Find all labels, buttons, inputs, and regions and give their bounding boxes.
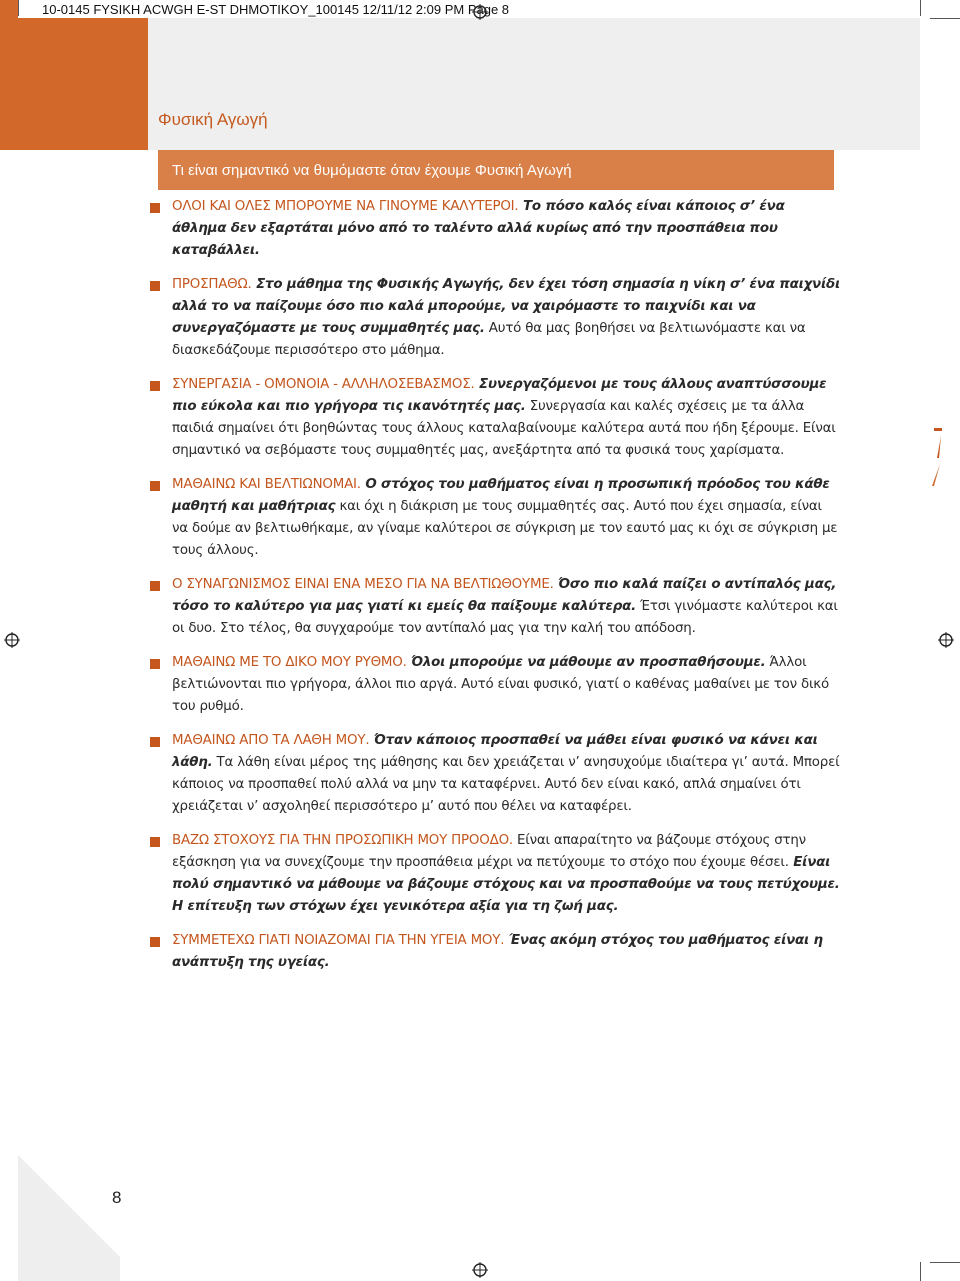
- item-heading: ΜΑΘΑΙΝΩ ΜΕ ΤΟ ΔΙΚΟ ΜΟΥ ΡΥΘΜΟ.: [172, 655, 407, 670]
- crop-mark: [920, 0, 921, 16]
- square-bullet-icon: [150, 281, 160, 291]
- crop-mark: [18, 0, 19, 16]
- list-item: [150, 830, 840, 918]
- item-emphasis: Συνεργαζόμενοι με τους άλλους αναπτύσσουμε πιο εύκολα και πιο γρήγορα τις ικανότητές μας.: [172, 377, 827, 414]
- corner-decoration: [18, 1155, 120, 1257]
- square-bullet-icon: [150, 481, 160, 491]
- subject-title: Φυσική Αγωγή: [158, 110, 268, 129]
- item-heading: ΒΑΖΩ ΣΤΟΧΟΥΣ ΓΙΑ ΤΗΝ ΠΡΟΣΩΠΙΚΗ ΜΟΥ ΠΡΟΟΔΟ.: [172, 833, 513, 848]
- item-heading: ΠΡΟΣΠΑΘΩ.: [172, 277, 252, 292]
- crop-mark: [930, 18, 960, 19]
- list-item: [150, 474, 840, 562]
- item-emphasis: Όταν κάποιος προσπαθεί να μάθει είναι φυσικό να κάνει και λάθη.: [172, 733, 818, 770]
- item-text: Είναι απαραίτητο να βάζουμε στόχους στην εξάσκηση για να συνεχίζουμε την προσπάθεια μέχρι να πετύχουμε το στόχο που έχουμε θέσει.: [172, 833, 806, 870]
- page-number: 8: [112, 1188, 122, 1207]
- corner-decoration: [18, 1257, 120, 1281]
- item-text: Άλλοι βελτιώνονται πιο γρήγορα, άλλοι πιο αργά. Αυτό είναι φυσικό, γιατί ο καθένας μαθαίνει με τον δικό του ρυθμό.: [172, 655, 829, 714]
- side-decoration: [928, 428, 942, 488]
- square-bullet-icon: [150, 381, 160, 391]
- item-emphasis: Όσο πιο καλά παίζει ο αντίπαλός μας, τόσο το καλύτερο για μας γιατί κι εμείς θα παίξουμε καλύτερα.: [172, 577, 837, 614]
- item-text: Έτσι γινόμαστε καλύτεροι και οι δυο. Στο τέλος, θα συγχαρούμε τον αντίπαλό μας για την καλή του απόδοση.: [172, 599, 838, 636]
- item-emphasis: Το πόσο καλός είναι κάποιος σ’ ένα άθλημα δεν εξαρτάται μόνο από το ταλέντο αλλά κυρίως από την προσπάθεια που καταβάλλει.: [172, 199, 785, 258]
- bullet-list: [150, 196, 840, 986]
- list-item: [150, 930, 840, 974]
- list-item: [150, 274, 840, 362]
- crop-mark: [930, 1262, 960, 1263]
- registration-mark-icon: [938, 632, 954, 648]
- crop-mark: [920, 1262, 921, 1281]
- registration-mark-icon: [4, 632, 20, 648]
- list-item: [150, 374, 840, 462]
- item-emphasis: Ο στόχος του μαθήματος είναι η προσωπική πρόοδος του κάθε μαθητή και μαθήτριας: [172, 477, 830, 514]
- item-heading: ΜΑΘΑΙΝΩ ΚΑΙ ΒΕΛΤΙΩΝΟΜΑΙ.: [172, 477, 361, 492]
- section-title: Τι είναι σημαντικό να θυμόμαστε όταν έχουμε Φυσική Αγωγή: [172, 162, 572, 179]
- item-emphasis: Στο μάθημα της Φυσικής Αγωγής, δεν έχει τόση σημασία η νίκη σ’ ένα παιχνίδι αλλά το να παίζουμε όσο πιο καλά μπορούμε, να χαιρόμαστε το παιχνίδι και να συνεργαζόμαστε με τους συμμαθητές μας.: [172, 277, 840, 336]
- item-text: Συνεργασία και καλές σχέσεις με τα άλλα παιδιά σημαίνει ότι βοηθώντας τους άλλους καταλαβαίνουμε καλύτερα αυτά που ήδη ξέρουμε. Είναι σημαντικό να σεβόμαστε τους συμμαθητές μας, ανεξάρτητα από τα φυσικά τους χαρίσματα.: [172, 399, 836, 458]
- list-item: [150, 196, 840, 262]
- header-grey-panel: [148, 18, 920, 150]
- square-bullet-icon: [150, 937, 160, 947]
- item-emphasis: Ένας ακόμη στόχος του μαθήματος είναι η ανάπτυξη της υγείας.: [172, 933, 823, 970]
- item-heading: ΟΛΟΙ ΚΑΙ ΟΛΕΣ ΜΠΟΡΟΥΜΕ ΝΑ ΓΙΝΟΥΜΕ ΚΑΛΥΤΕΡΟΙ.: [172, 199, 519, 214]
- item-emphasis: Όλοι μπορούμε να μάθουμε αν προσπαθήσουμε.: [406, 655, 766, 670]
- item-text: Τα λάθη είναι μέρος της μάθησης και δεν χρειάζεται ν’ ανησυχούμε ιδιαίτερα γι’ αυτά. Μπορεί κάποιος να προσπαθεί πολύ αλλά να μην τα καταφέρνει. Αυτό δεν είναι κακό, απλά σημαίνει ότι χρειάζεται ν’ ασχοληθεί περισσότερο μ’ αυτό που θέλει να καταφέρει.: [172, 755, 840, 814]
- square-bullet-icon: [150, 203, 160, 213]
- item-heading: ΣΥΝΕΡΓΑΣΙΑ - ΟΜΟΝΟΙΑ - ΑΛΛΗΛΟΣΕΒΑΣΜΟΣ.: [172, 377, 475, 392]
- item-heading: ΜΑΘΑΙΝΩ ΑΠΟ ΤΑ ΛΑΘΗ ΜΟΥ.: [172, 733, 370, 748]
- registration-mark-icon: [472, 4, 488, 20]
- section-header-bar: [158, 150, 834, 190]
- square-bullet-icon: [150, 837, 160, 847]
- item-text: Αυτό θα μας βοηθήσει να βελτιωνόμαστε και να διασκεδάζουμε περισσότερο στο μάθημα.: [172, 321, 806, 358]
- item-heading: Ο ΣΥΝΑΓΩΝΙΣΜΟΣ ΕΙΝΑΙ ΕΝΑ ΜΕΣΟ ΓΙΑ ΝΑ ΒΕΛΤΙΩΘΟΥΜΕ.: [172, 577, 554, 592]
- item-heading: ΣΥΜΜΕΤΕΧΩ ΓΙΑΤΙ ΝΟΙΑΖΟΜΑΙ ΓΙΑ ΤΗΝ ΥΓΕΙΑ ΜΟΥ.: [172, 933, 505, 948]
- left-orange-band: [0, 0, 148, 150]
- list-item: [150, 730, 840, 818]
- print-job-line: 10-0145 FYSIKH ACWGH E-ST DHMOTIKOY_100145 12/11/12 2:09 PM Page 8: [42, 2, 510, 17]
- item-emphasis: Είναι πολύ σημαντικό να μάθουμε να βάζουμε στόχους και να προσπαθούμε να τους πετύχουμε. Η επίτευξη των στόχων έχει γενικότερα αξία για τη ζωή μας.: [172, 855, 840, 914]
- square-bullet-icon: [150, 737, 160, 747]
- square-bullet-icon: [150, 581, 160, 591]
- square-bullet-icon: [150, 659, 160, 669]
- list-item: [150, 574, 840, 640]
- list-item: [150, 652, 840, 718]
- registration-mark-icon: [472, 1262, 488, 1278]
- item-text: και όχι η διάκριση με τους συμμαθητές σας. Αυτό που έχει σημασία, είναι να δούμε αν βελτιωθήκαμε, αν γίναμε καλύτεροι σε σύγκριση με τον εαυτό μας κι όχι σε σύγκριση με τους άλλους.: [172, 499, 838, 558]
